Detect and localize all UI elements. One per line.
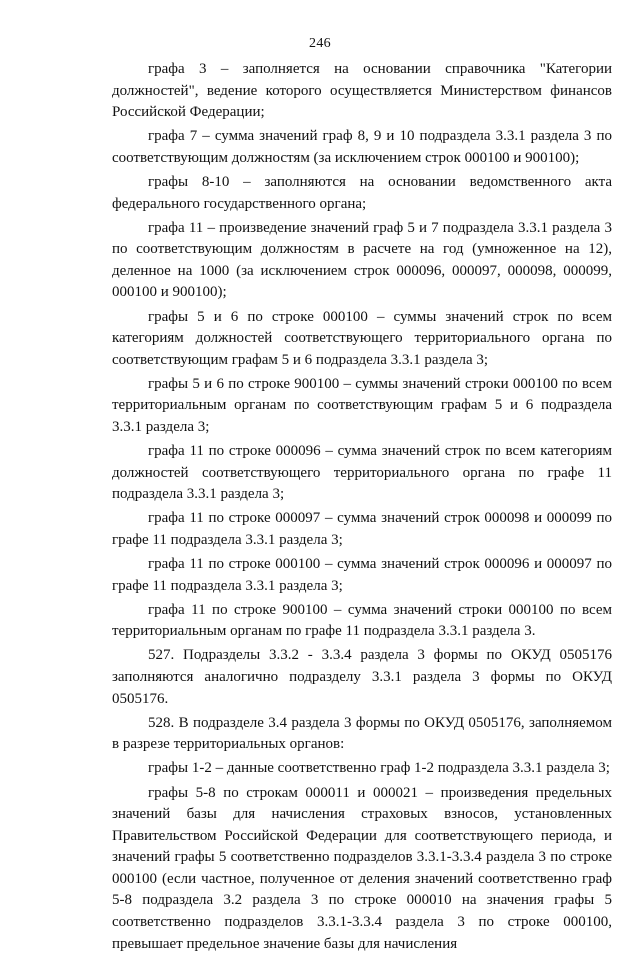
paragraph-grafa-7: графа 7 – сумма значений граф 8, 9 и 10 подраздела 3.3.1 раздела 3 по соответствующим должностям (за исключением строк 000100 и 900100);: [112, 126, 612, 169]
paragraph-grafa-11: графа 11 – произведение значений граф 5 и 7 подраздела 3.3.1 раздела 3 по соответствующим должностям в расчете на год (умноженное на 12), деленное на 1000 (за исключением строк 000096, 000097, 000098, 000099, 000100 и 900100);: [112, 218, 612, 304]
paragraph-grafa-11-000100: графа 11 по строке 000100 – сумма значений строк 000096 и 000097 по графе 11 подраздела 3.3.1 раздела 3;: [112, 554, 612, 597]
document-body: [112, 59, 612, 955]
paragraph-grafy-8-10: графы 8-10 – заполняются на основании ведомственного акта федерального государственного органа;: [112, 172, 612, 215]
paragraph-item-527: 527. Подразделы 3.3.2 - 3.3.4 раздела 3 формы по ОКУД 0505176 заполняются аналогично подразделу 3.3.1 раздела 3 формы по ОКУД 0505176.: [112, 645, 612, 710]
paragraph-grafa-11-000097: графа 11 по строке 000097 – сумма значений строк 000098 и 000099 по графе 11 подраздела 3.3.1 раздела 3;: [112, 508, 612, 551]
paragraph-item-528: 528. В подразделе 3.4 раздела 3 формы по ОКУД 0505176, заполняемом в разрезе территориальных органов:: [112, 713, 612, 756]
paragraph-grafy-5-6-900100: графы 5 и 6 по строке 900100 – суммы значений строки 000100 по всем территориальным органам по соответствующим графам 5 и 6 подраздела 3.3.1 раздела 3;: [112, 374, 612, 439]
paragraph-grafy-5-6-000100: графы 5 и 6 по строке 000100 – суммы значений строк по всем категориям должностей соответствующего территориального органа по соответствующим графам 5 и 6 подраздела 3.3.1 раздела 3;: [112, 307, 612, 372]
paragraph-grafy-5-8: графы 5-8 по строкам 000011 и 000021 – произведения предельных значений базы для начисления страховых взносов, установленных Правительством Российской Федерации для соответствующего периода, и значений графы 5 соответственно подразделов 3.3.1-3.3.4 раздела 3 по строке 000100 (если частное, полученное от деления значений соответственно граф 5-8 подраздела 3.2 раздела 3 по строке 000010 на значения графы 5 соответственно подразделов 3.3.1-3.3.4 раздела 3 по строке 000100, превышает предельное значение базы для начисления: [112, 783, 612, 955]
paragraph-grafa-3: графа 3 – заполняется на основании справочника "Категории должностей", ведение которого осуществляется Министерством финансов Российской Федерации;: [112, 59, 612, 124]
page-number: 246: [0, 36, 640, 52]
paragraph-grafy-1-2: графы 1-2 – данные соответственно граф 1-2 подраздела 3.3.1 раздела 3;: [112, 758, 612, 780]
paragraph-grafa-11-000096: графа 11 по строке 000096 – сумма значений строк по всем категориям должностей соответствующего территориального органа по графе 11 подраздела 3.3.1 раздела 3;: [112, 441, 612, 506]
paragraph-grafa-11-900100: графа 11 по строке 900100 – сумма значений строки 000100 по всем территориальным органам по графе 11 подраздела 3.3.1 раздела 3.: [112, 600, 612, 643]
